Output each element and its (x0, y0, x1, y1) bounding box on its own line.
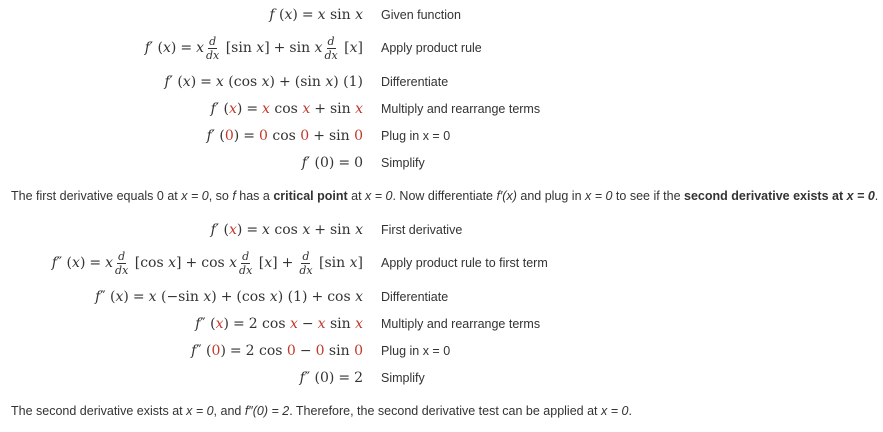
step-note: Plug in x = 0 (381, 128, 451, 143)
paragraph-critical-point: The first derivative equals 0 at x = 0, so f has a critical point at x = 0. Now differentiate f′(x) and plug in x = 0 to see if the second derivative exists at x = 0. (11, 189, 879, 203)
step-note: Plug in x = 0 (381, 343, 451, 358)
step-note: Apply product rule (381, 41, 482, 55)
step-note: Multiply and rearrange terms (381, 316, 541, 331)
step-row (0, 337, 883, 364)
equation: f ″ ( x ) = x (−sin x ) + (cos x ) (1) + cos x (95, 288, 363, 305)
step-row (0, 310, 883, 337)
step-row (0, 149, 883, 176)
equation: f ′ ( x ) = x (cos x ) + (sin x ) (1) (164, 73, 363, 90)
step-note: Simplify (381, 370, 425, 385)
step-note: Given function (381, 7, 461, 22)
equation: f ′ ( x ) = x $\frac{d}{dx}$ [sin x ] + sin x $\frac{d}{dx}$ [ x ] (144, 34, 363, 62)
equation: f ′ ( x ) = x cos x + sin x (210, 221, 363, 238)
equation: f ″ ( x ) = x $\frac{d}{dx}$ [cos x ] + cos x $\frac{d}{dx}$ [ x ] + $\frac{d}{dx}$ [sin x ] (51, 249, 363, 277)
equation: f ″ ( x ) = 2 cos x − x sin x (195, 315, 363, 332)
step-note: First derivative (381, 222, 463, 237)
equation: f ″ (0) = 2 (299, 369, 363, 386)
step-row (0, 1, 883, 28)
equation: f ( x ) = x sin x (269, 6, 363, 23)
step-note: Multiply and rearrange terms (381, 101, 541, 116)
equation: f ″ ( 0 ) = 2 cos 0 − 0 sin 0 (191, 342, 363, 359)
step-row (0, 122, 883, 149)
step-note: Apply product rule to first term (381, 256, 548, 270)
step-row (0, 68, 883, 95)
paragraph-conclusion: The second derivative exists at x = 0, and f″(0) = 2. Therefore, the second derivative test can be applied at x = 0. (11, 404, 632, 418)
step-note: Simplify (381, 155, 425, 170)
step-row (0, 364, 883, 391)
equation: f ′ (0) = 0 (301, 154, 363, 171)
equation: f ′ ( x ) = x cos x + sin x (210, 100, 363, 117)
step-row (0, 28, 883, 68)
step-row (0, 216, 883, 243)
step-note: Differentiate (381, 74, 449, 89)
equation: f ′ ( 0 ) = 0 cos 0 + sin 0 (206, 127, 363, 144)
step-row (0, 95, 883, 122)
step-row (0, 283, 883, 310)
step-row (0, 243, 883, 283)
step-note: Differentiate (381, 289, 449, 304)
